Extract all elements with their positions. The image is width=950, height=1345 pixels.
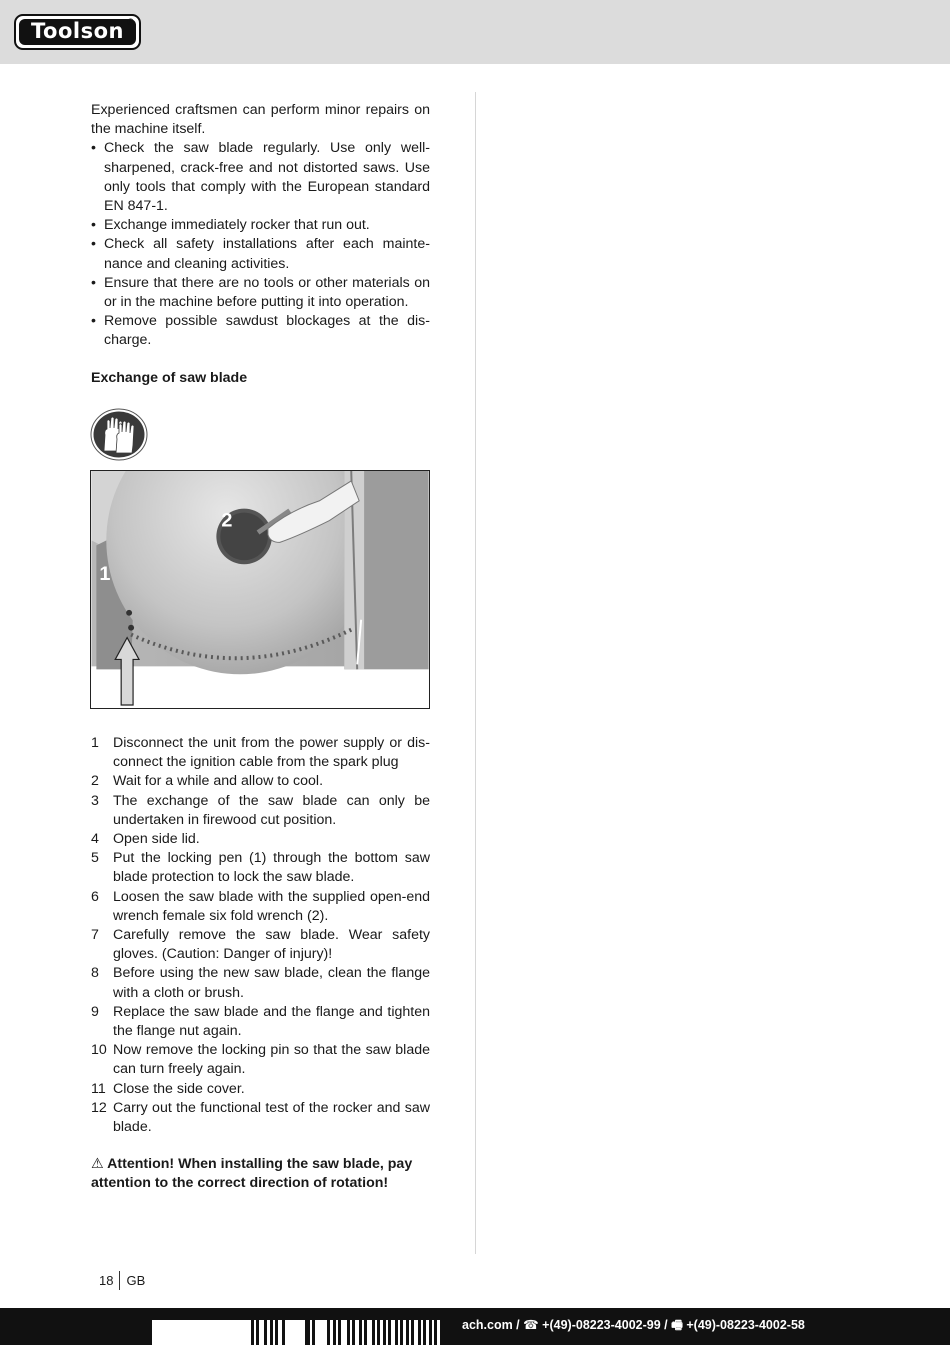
logo-wordmark: Toolson [19, 19, 136, 45]
attention-text: Attention! When installing the saw blade, pay attention to the correct direction of rotation! [91, 1156, 413, 1192]
step-text: Put the locking pen (1) through the bottom saw blade protection to lock the saw blade. [113, 850, 430, 886]
list-item [91, 734, 430, 772]
step-text: Carry out the functional test of the rocker and saw blade. [113, 1099, 430, 1136]
contact-info: ach.com / ☎ +(49)-08223-4002-99 / 🖷 +(49)-08223-4002-58 [462, 1318, 805, 1332]
list-item [91, 1003, 430, 1041]
list-item [91, 1080, 430, 1099]
step-number: 11 [91, 1080, 106, 1097]
contact-footer [0, 1308, 950, 1345]
attention-note [91, 1155, 436, 1193]
step-number: 4 [91, 831, 99, 848]
step-text: Close the side cover. [113, 1080, 245, 1097]
list-item [91, 772, 430, 791]
step-number: 2 [91, 773, 99, 790]
list-item [91, 830, 430, 849]
instruction-steps [91, 734, 430, 1137]
list-item [91, 849, 430, 887]
step-text: Disconnect the unit from the power supply or dis-connect the ignition cable from the spark plug [113, 735, 430, 771]
step-text: Loosen the saw blade with the supplied open-end wrench female six fold wrench (2). [113, 888, 430, 924]
page-number-footer [99, 1271, 145, 1290]
step-number: 7 [91, 927, 99, 944]
list-item: • Check the saw blade regularly. Use only well-sharpened, crack-free and not distorted saws. Use only tools that comply with the European standard EN 847-1. [91, 139, 430, 216]
step-number: 6 [91, 888, 99, 905]
step-number: 8 [91, 965, 99, 982]
warning-triangle-icon: ⚠ [91, 1156, 104, 1172]
figure-label-2: 2 [221, 509, 233, 532]
figure-label-1: 1 [99, 563, 111, 586]
step-text: Wait for a while and allow to cool. [113, 773, 324, 790]
list-item [91, 926, 430, 964]
step-text: Before using the new saw blade, clean the flange with a cloth or brush. [113, 965, 430, 1001]
saw-blade-photo [90, 470, 430, 709]
intro-paragraph: Experienced craftsmen can perform minor repairs on the machine itself. [91, 102, 430, 138]
list-item: • Check all safety installations after each mainte-nance and cleaning activities. [91, 235, 430, 273]
footer-barcode-graphic [152, 1318, 462, 1345]
section-heading: Exchange of saw blade [91, 370, 248, 386]
step-number: 12 [91, 1099, 107, 1116]
list-item [91, 1099, 430, 1137]
list-item [91, 792, 430, 830]
language-code: GB [126, 1273, 146, 1288]
page-number: 18 [99, 1271, 120, 1290]
toolson-logo [14, 14, 141, 50]
step-text: Replace the saw blade and the flange and tighten the flange nut again. [113, 1003, 430, 1040]
step-number: 3 [91, 792, 99, 809]
step-text: Open side lid. [113, 831, 200, 848]
column-divider [475, 92, 476, 1254]
step-number: 1 [91, 735, 99, 751]
maintenance-bullet-list [91, 139, 430, 350]
step-number: 5 [91, 850, 99, 867]
step-text: Now remove the locking pin so that the saw blade can turn freely again. [113, 1042, 430, 1078]
list-item: • Ensure that there are no tools or other materials on or in the machine before putting it into operation. [91, 274, 430, 312]
step-text: Carefully remove the saw blade. Wear safety gloves. (Caution: Danger of injury)! [113, 927, 430, 963]
intro-section [91, 101, 430, 351]
registered-mark: ® [126, 18, 135, 28]
page-header [0, 0, 950, 64]
list-item [91, 964, 430, 1002]
list-item: • Remove possible sawdust blockages at the dis-charge. [91, 312, 430, 350]
list-item [91, 1041, 430, 1079]
step-number: 9 [91, 1003, 99, 1020]
step-text: The exchange of the saw blade can only be undertaken in firewood cut position. [113, 792, 430, 828]
list-item [91, 888, 430, 926]
list-item: • Exchange immediately rocker that run out. [91, 216, 430, 235]
step-number: 10 [91, 1042, 107, 1059]
safety-gloves-icon [90, 408, 148, 461]
